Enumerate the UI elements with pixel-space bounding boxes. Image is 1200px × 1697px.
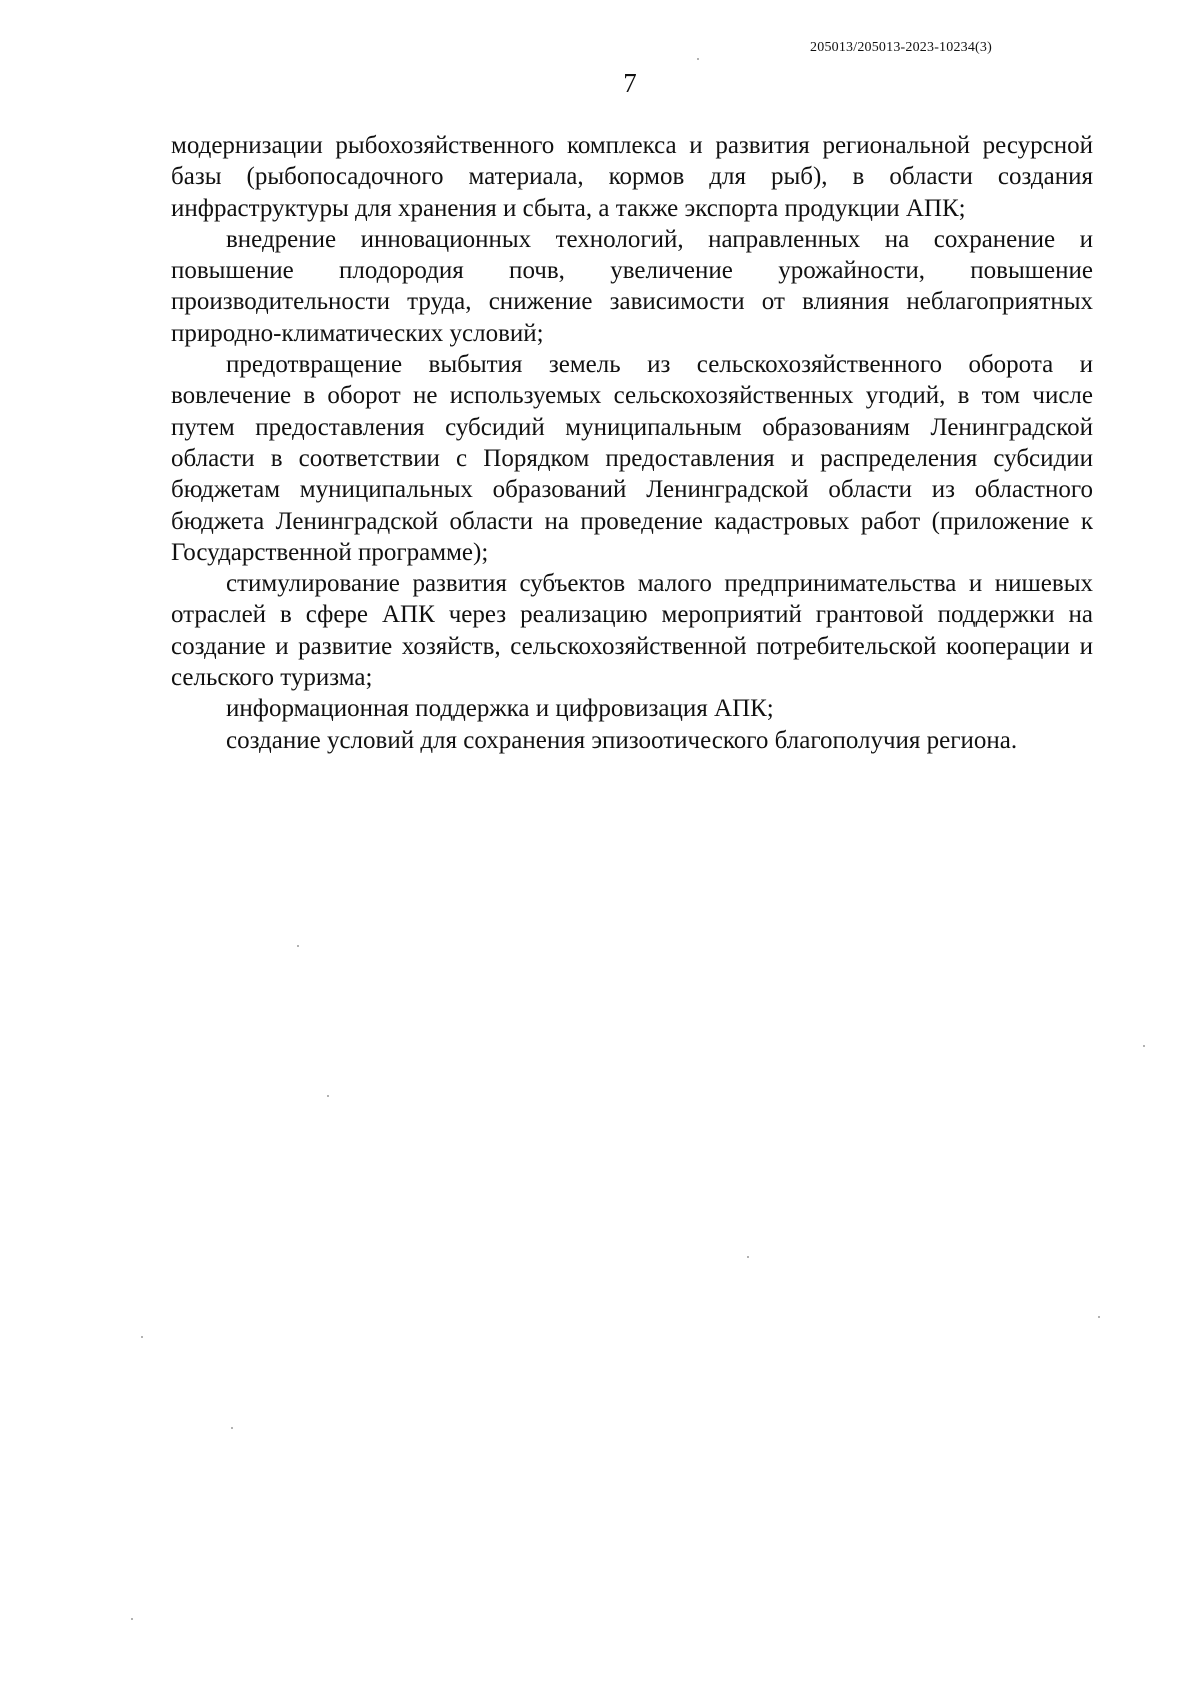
page-number: 7 <box>623 68 637 98</box>
scan-speck <box>231 1427 233 1429</box>
paragraph: создание условий для сохранения эпизоотического благополучия региона. <box>226 726 1018 754</box>
scan-speck <box>1098 1316 1100 1318</box>
scan-speck <box>327 1095 329 1097</box>
paragraph-continuation: модернизации рыбохозяйственного комплекса и развития региональной ресурсной базы (рыбопосадочного материала, кормов для рыб), в области создания инфраструктуры для хранения и сбыта, а также экспорта продукции АПК; <box>171 132 1093 222</box>
scan-speck <box>697 58 699 60</box>
paragraph: стимулирование развития субъектов малого предпринимательства и нишевых отраслей в сфере АПК через реализацию мероприятий грантовой поддержки на создание и развитие хозяйств, сельскохозяйственной потребительской кооперации и сельского туризма; <box>171 570 1093 692</box>
paragraph: информационная поддержка и цифровизация АПК; <box>226 695 774 723</box>
scan-speck <box>297 945 299 947</box>
paragraph: внедрение инновационных технологий, направленных на сохранение и повышение плодородия почв, увеличение урожайности, повышение производительности труда, снижение зависимости от влияния неблагоприятных природно-климатических условий; <box>171 225 1093 347</box>
document-registration-number: 205013/205013-2023-10234(3) <box>810 40 992 55</box>
scan-speck <box>131 1618 133 1620</box>
document-body <box>171 130 1093 756</box>
scan-speck <box>747 1256 749 1258</box>
scan-speck <box>141 1336 143 1338</box>
scan-speck <box>1143 1045 1145 1047</box>
paragraph: предотвращение выбытия земель из сельскохозяйственного оборота и вовлечение в оборот не используемых сельскохозяйственных угодий, в том числе путем предоставления субсидий муниципальным образованиям Ленинградской области в соответствии с Порядком предоставления и распределения субсидии бюджетам муниципальных образований Ленинградской области из областного бюджета Ленинградской области на проведение кадастровых работ (приложение к Государственной программе); <box>171 351 1093 566</box>
